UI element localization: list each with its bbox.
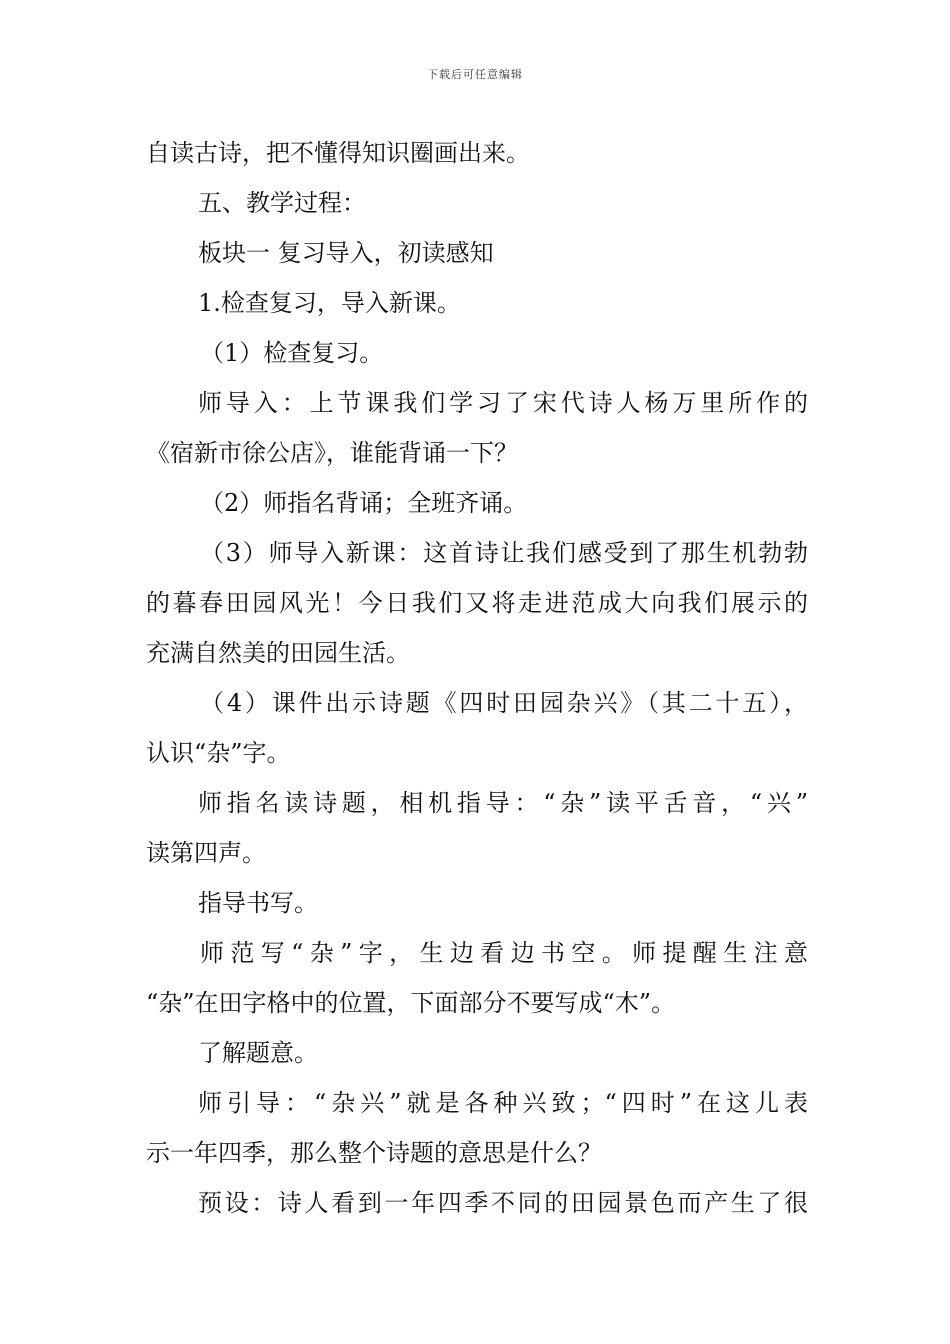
section-heading: 五、教学过程： — [198, 189, 366, 217]
text-line: 师引导：“杂兴”就是各种兴致；“四时”在这儿表 — [198, 1089, 808, 1117]
text-line: 读第四声。 — [146, 839, 266, 867]
sub-step: （2）师指名背诵；全班齐诵。 — [200, 489, 528, 517]
text-line: 《宿新市徐公店》，谁能背诵一下？ — [146, 439, 518, 467]
text-line: 师导入：上节课我们学习了宋代诗人杨万里所作的 — [198, 389, 808, 417]
text-line: “杂”在田字格中的位置，下面部分不要写成“木”。 — [146, 989, 676, 1017]
text-line: 自读古诗，把不懂得知识圈画出来。 — [146, 139, 530, 167]
text-line: 师范写“杂”字，生边看边书空。师提醒生注意 — [200, 939, 808, 967]
page-header-note: 下载后可任意编辑 — [427, 68, 523, 81]
sub-step: （1）检查复习。 — [200, 339, 384, 367]
text-line: 预设：诗人看到一年四季不同的田园景色而产生了很 — [198, 1189, 808, 1217]
step-heading: 1.检查复习，导入新课。 — [198, 289, 461, 317]
block-heading: 板块一 复习导入，初读感知 — [198, 239, 494, 267]
text-line: 充满自然美的田园生活。 — [146, 639, 410, 667]
text-line: 的暮春田园风光！今日我们又将走进范成大向我们展示的 — [146, 589, 808, 617]
text-line: 了解题意。 — [198, 1039, 318, 1067]
text-line: 认识“杂”字。 — [146, 739, 291, 767]
text-line: 师指名读诗题，相机指导：“杂”读平舌音，“兴” — [198, 789, 808, 817]
text-line: 示一年四季，那么整个诗题的意思是什么？ — [146, 1139, 602, 1167]
document-body — [146, 128, 808, 1228]
sub-step: （3）师导入新课：这首诗让我们感受到了那生机勃勃 — [200, 539, 808, 567]
sub-step: （4）课件出示诗题《四时田园杂兴》（其二十五）， — [200, 689, 808, 717]
text-line: 指导书写。 — [198, 889, 318, 917]
